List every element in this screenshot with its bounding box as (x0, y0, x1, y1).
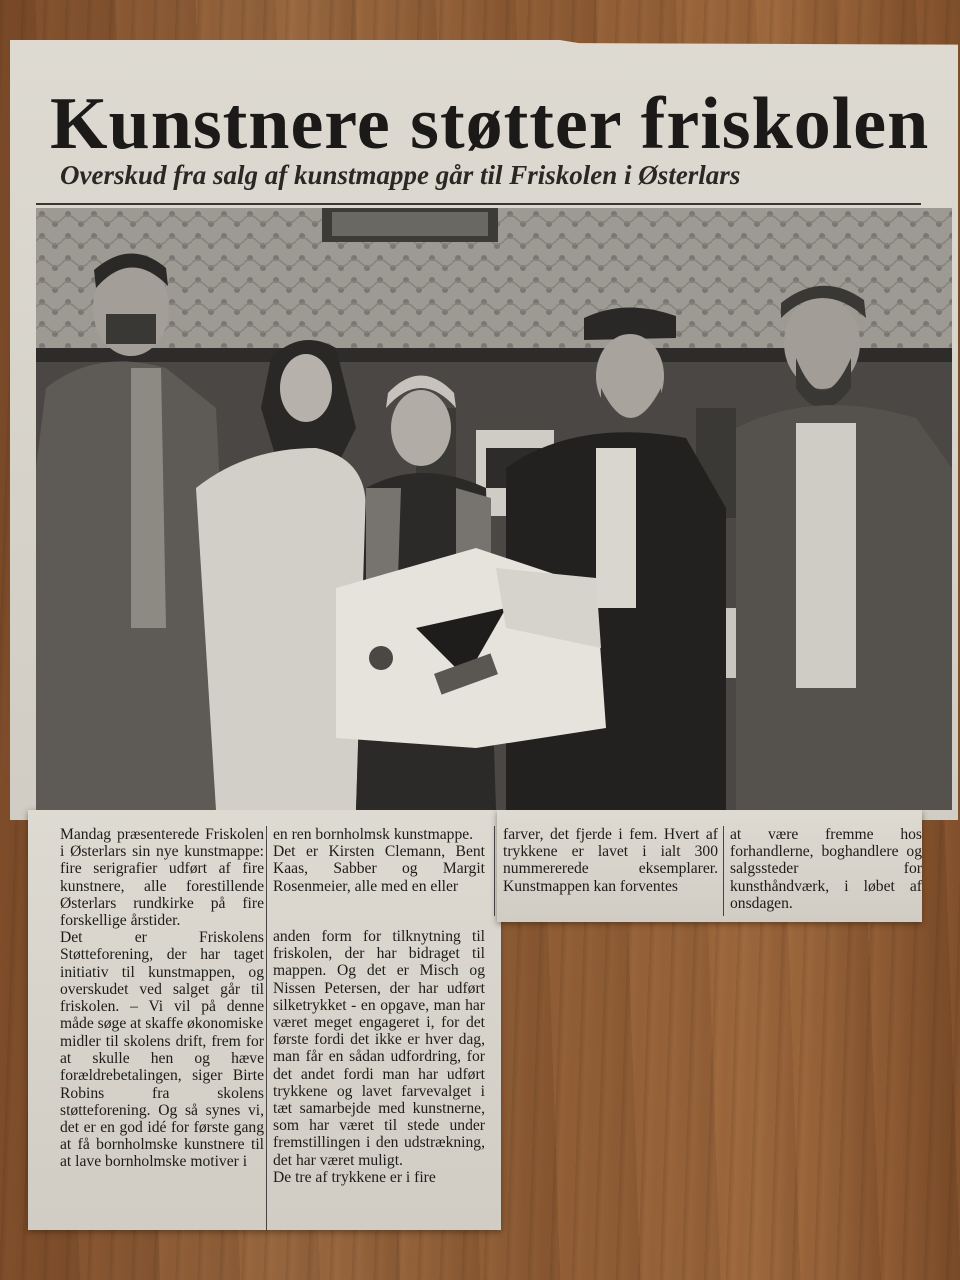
article-column-2-continued (273, 928, 485, 1186)
article-text: at være fremme hos forhandlerne, boghandlere og salgssteder for kunsthåndværk, i løbet af onsdagen. (730, 826, 922, 912)
photo-illustration (36, 208, 952, 810)
article-photo (36, 208, 952, 810)
column-divider (266, 826, 267, 1230)
column-divider (494, 826, 495, 916)
article-column-1-continued (60, 1033, 264, 1171)
article-text: midler til skolens drift, frem for at skulle hen og hæve forældrebetalingen, siger Birte Robins fra skolens støtteforening. Og så synes vi, det er en god idé for første gang at få bornholmske kunstnere til at lave bornholmske motiver i (60, 1033, 264, 1171)
article-text: farver, det fjerde i fem. Hvert af trykkene er lavet i ialt 300 nummererede eksemplarer. Kunstmappen kan forventes (503, 826, 718, 895)
article-headline: Kunstnere støtter friskolen (50, 83, 930, 165)
article-column-1 (60, 826, 264, 1032)
article-subheadline: Overskud fra salg af kunstmappe går til Friskolen i Østerlars (60, 160, 741, 190)
article-text: Mandag præsenterede Friskolen i Østerlars sin nye kunstmappe: fire serigrafier udført af fire kunstnere, alle forestillende Østerlars rundkirke på fire forskellige årstider. Det er Friskolens Støtteforening, der har taget initiativ til kunstmappen, og overskudet ved salget går til friskolen. – Vi vil på denne måde søge at skaffe økonomiske (60, 826, 264, 1033)
article-column-3 (503, 826, 718, 895)
article-text: anden form for tilknytning til friskolen, der har bidraget til mappen. Og det er Misch og Nissen Petersen, der har udført silketrykket - en opgave, man har været meget engageret i, for det første fordi det ikke er hver dag, man får en sådan udfordring, for det andet fordi man har udført trykkene og lavet farvevalget i tæt samarbejde med kunstnerne, som har været til stede under fremstillingen i den udstrækning, det har været muligt. De tre af trykkene er i fire (273, 928, 485, 1186)
article-text: en ren bornholmsk kunstmappe. Det er Kirsten Clemann, Bent Kaas, Sabber og Margit Rosenmeier, alle med en eller (273, 826, 485, 895)
article-column-4 (730, 826, 922, 912)
article-column-2 (273, 826, 485, 895)
column-divider (723, 826, 724, 916)
divider (36, 203, 921, 205)
